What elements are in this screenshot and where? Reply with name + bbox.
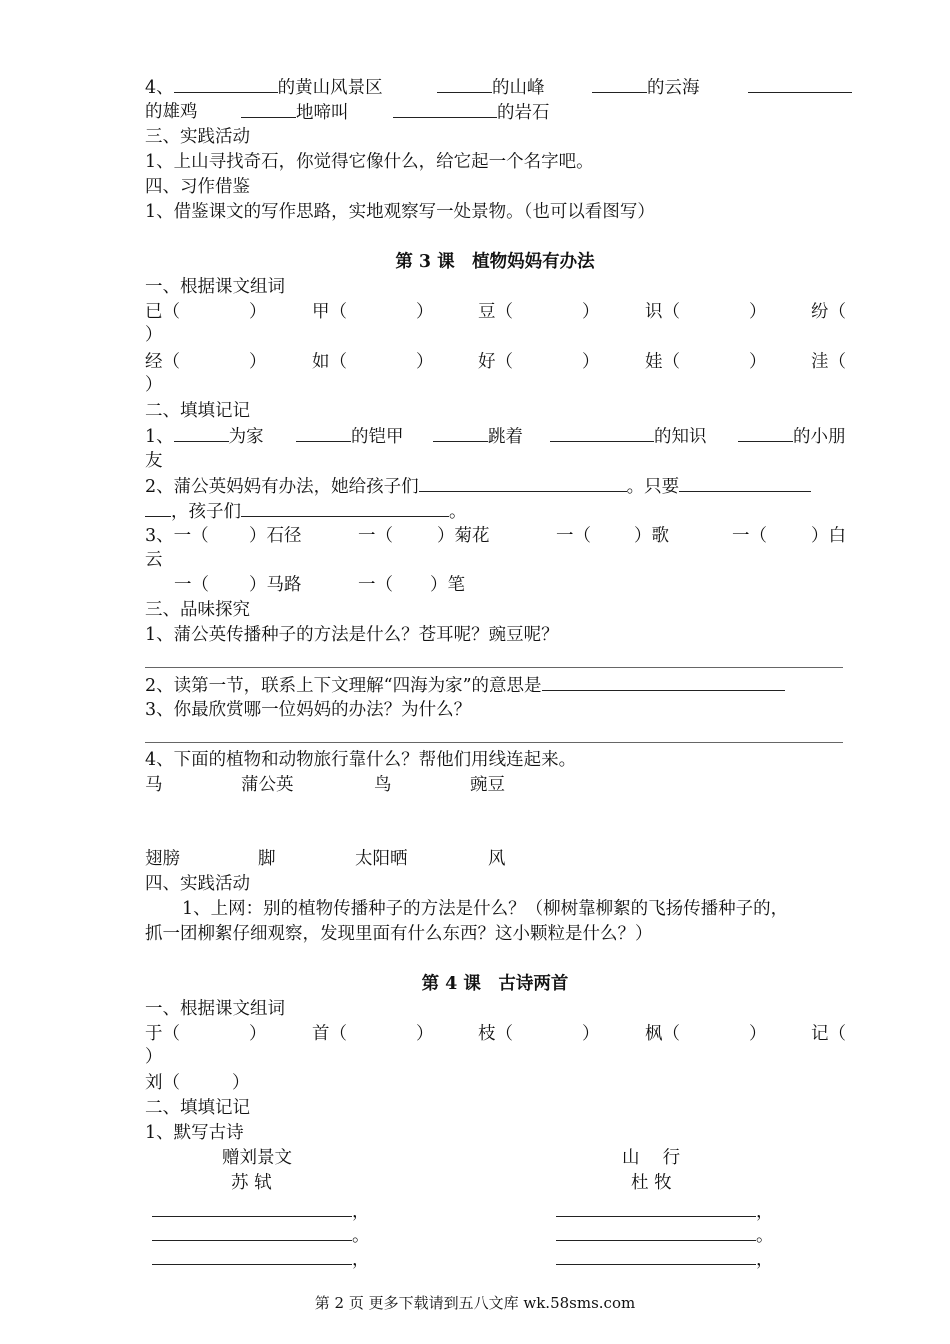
blank[interactable] [241,101,296,118]
poem-title: 赠刘景文 [222,1148,292,1168]
fill-line: ，孩子们 。 [145,500,467,522]
poem-line: ， [152,1200,370,1223]
blank[interactable] [174,425,229,442]
match-item[interactable]: 鸟 [374,775,392,795]
question: 1、上山寻找奇石，你觉得它像什么，给它起一个名字吧。 [145,152,594,172]
blank[interactable] [556,1248,756,1265]
section-heading: 一、根据课文组词 [145,999,285,1019]
question: 1、蒲公英传播种子的方法是什么？苍耳呢？豌豆呢？ [145,625,559,645]
section-heading: 二、填填记记 [145,401,250,421]
poem-author: 杜 牧 [631,1173,672,1193]
match-item[interactable]: 翅膀 [145,849,180,869]
poem-line: 。 [556,1224,774,1247]
answer-line[interactable] [145,667,843,668]
blank[interactable] [152,1224,352,1241]
blank[interactable] [437,76,492,93]
poem-line: ， [556,1248,774,1271]
fill-item: 的岩石 [393,101,550,124]
fill-item: 地啼叫 [241,101,349,124]
section-heading: 二、填填记记 [145,1098,250,1118]
lesson-title: 第 4 课 古诗两首 [421,974,569,994]
question: 4、下面的植物和动物旅行靠什么？帮他们用线连起来。 [145,750,577,770]
blank[interactable] [174,76,278,93]
blank[interactable] [542,674,785,691]
section-heading: 四、实践活动 [145,874,250,894]
page-footer: 第 2 页 更多下载请到五八文库 wk.58sms.com [314,1294,636,1312]
blank[interactable] [241,500,449,517]
blank[interactable] [419,475,627,492]
blank[interactable] [556,1224,756,1241]
poem-title: 山 行 [622,1148,681,1168]
section-heading: 四、习作借鉴 [145,177,250,197]
match-item[interactable]: 风 [488,849,506,869]
fill-item: 跳着 [433,425,523,448]
match-item[interactable]: 豌豆 [470,775,505,795]
fill-line-4a: 4、 的黄山风景区 [145,78,383,98]
poem-line: 。 [152,1224,370,1247]
fill-item: 的小朋 [738,425,846,448]
blank[interactable] [145,500,171,517]
fill-item: 的山峰 [437,76,545,99]
question: 1、借鉴课文的写作思路，实地观察写一处景物。（也可以看图写） [145,202,655,222]
blank[interactable] [550,425,654,442]
question: 1、上网：别的植物传播种子的方法是什么？（柳树靠柳絮的飞扬传播种子的， [182,899,789,919]
question: 3、你最欣赏哪一位妈妈的办法？为什么？ [145,700,472,720]
match-item[interactable]: 马 [145,775,163,795]
fill-line: 2、读第一节，联系上下文理解“四海为家”的意思是 [145,674,785,696]
fill-line-4b: 的雄鸡 [145,102,198,122]
section-heading: 一、根据课文组词 [145,277,285,297]
blank[interactable] [433,425,488,442]
blank[interactable] [748,76,852,93]
match-item[interactable]: 蒲公英 [241,775,294,795]
fill-line: 1、 为家 [145,427,264,447]
blank[interactable] [738,425,793,442]
blank[interactable] [152,1248,352,1265]
poem-line: ， [556,1200,774,1223]
question-cont: 抓一团柳絮仔细观察，发现里面有什么东西？这小颗粒是什么？） [145,924,653,944]
page: 4、 的黄山风景区 的山峰 的云海 的雄鸡 地啼叫 的岩石 三、实践活动 1、上山寻找奇石，你觉得它像什么，给它起一个名字吧。 四、习作借鉴 1、借鉴课文的写作思路，实地观察写一处景物。（也可以看图写） 第 3 课 植物妈妈有办法 一、根据课文组词 已（ ） 甲（ ） 豆（ ） 识（ ） 纷（ ） 经（ ） 如（ ） 好（ ） 娃（ ） 洼（ ） 二、填填记记 1、 为家 的铠甲 跳着 的知识 的小朋 友 2、蒲公英妈妈有办法，她给孩子们 。只要 ，孩子们 。 3、一（ ）石径 一（ ）菊花 一（ ）歌 一（ ）白 云 一（ ）马路 一（ ）笔 三、品味探究 1、蒲公英传播种子的方法是什么？苍耳呢？豌豆呢？ 2、读第一节，联系上下文理解“四海为家”的意思是 3、你最欣赏哪一位妈妈的办法？为什么？ 4、下面的植物和动物旅行靠什么？帮他们用线连起来。 马 蒲公英 鸟 豌豆 翅膀 脚 太阳晒 风 四、实践活动 1、上网：别的植物传播种子的方法是什么？（柳树靠柳絮的飞扬传播种子的， 抓一团柳絮仔细观察，发现里面有什么东西？这小颗粒是什么？） 第 4 课 古诗两首 一、根据课文组词 于（ ） 首（ ） 枝（ ） 枫（ ） 记（ ） 刘（ ） 二、填填记记 1、默写古诗 赠刘景文 苏 轼 山 行 杜 牧 ， 。 ， ， 。 ， 第 2 页 更多下载请到五八文库 wk.58sms.com [0,0,950,1344]
poem-author: 苏 轼 [231,1173,272,1193]
blank[interactable] [556,1200,756,1217]
match-item[interactable]: 太阳晒 [355,849,408,869]
fill-item: 的铠甲 [296,425,404,448]
blank[interactable] [296,425,351,442]
fill-line: 2、蒲公英妈妈有办法，她给孩子们 。只要 [145,475,811,497]
fill-item [748,76,852,99]
blank[interactable] [592,76,647,93]
blank[interactable] [393,101,497,118]
section-heading: 三、品味探究 [145,600,250,620]
question: 1、默写古诗 [145,1123,244,1143]
match-item[interactable]: 脚 [258,849,276,869]
answer-line[interactable] [145,742,843,743]
blank[interactable] [152,1200,352,1217]
fill-item: 的知识 [550,425,707,448]
blank[interactable] [679,475,811,492]
poem-line: ， [152,1248,370,1271]
lesson-title: 第 3 课 植物妈妈有办法 [395,252,595,272]
fill-item: 的云海 [592,76,700,99]
section-heading: 三、实践活动 [145,127,250,147]
